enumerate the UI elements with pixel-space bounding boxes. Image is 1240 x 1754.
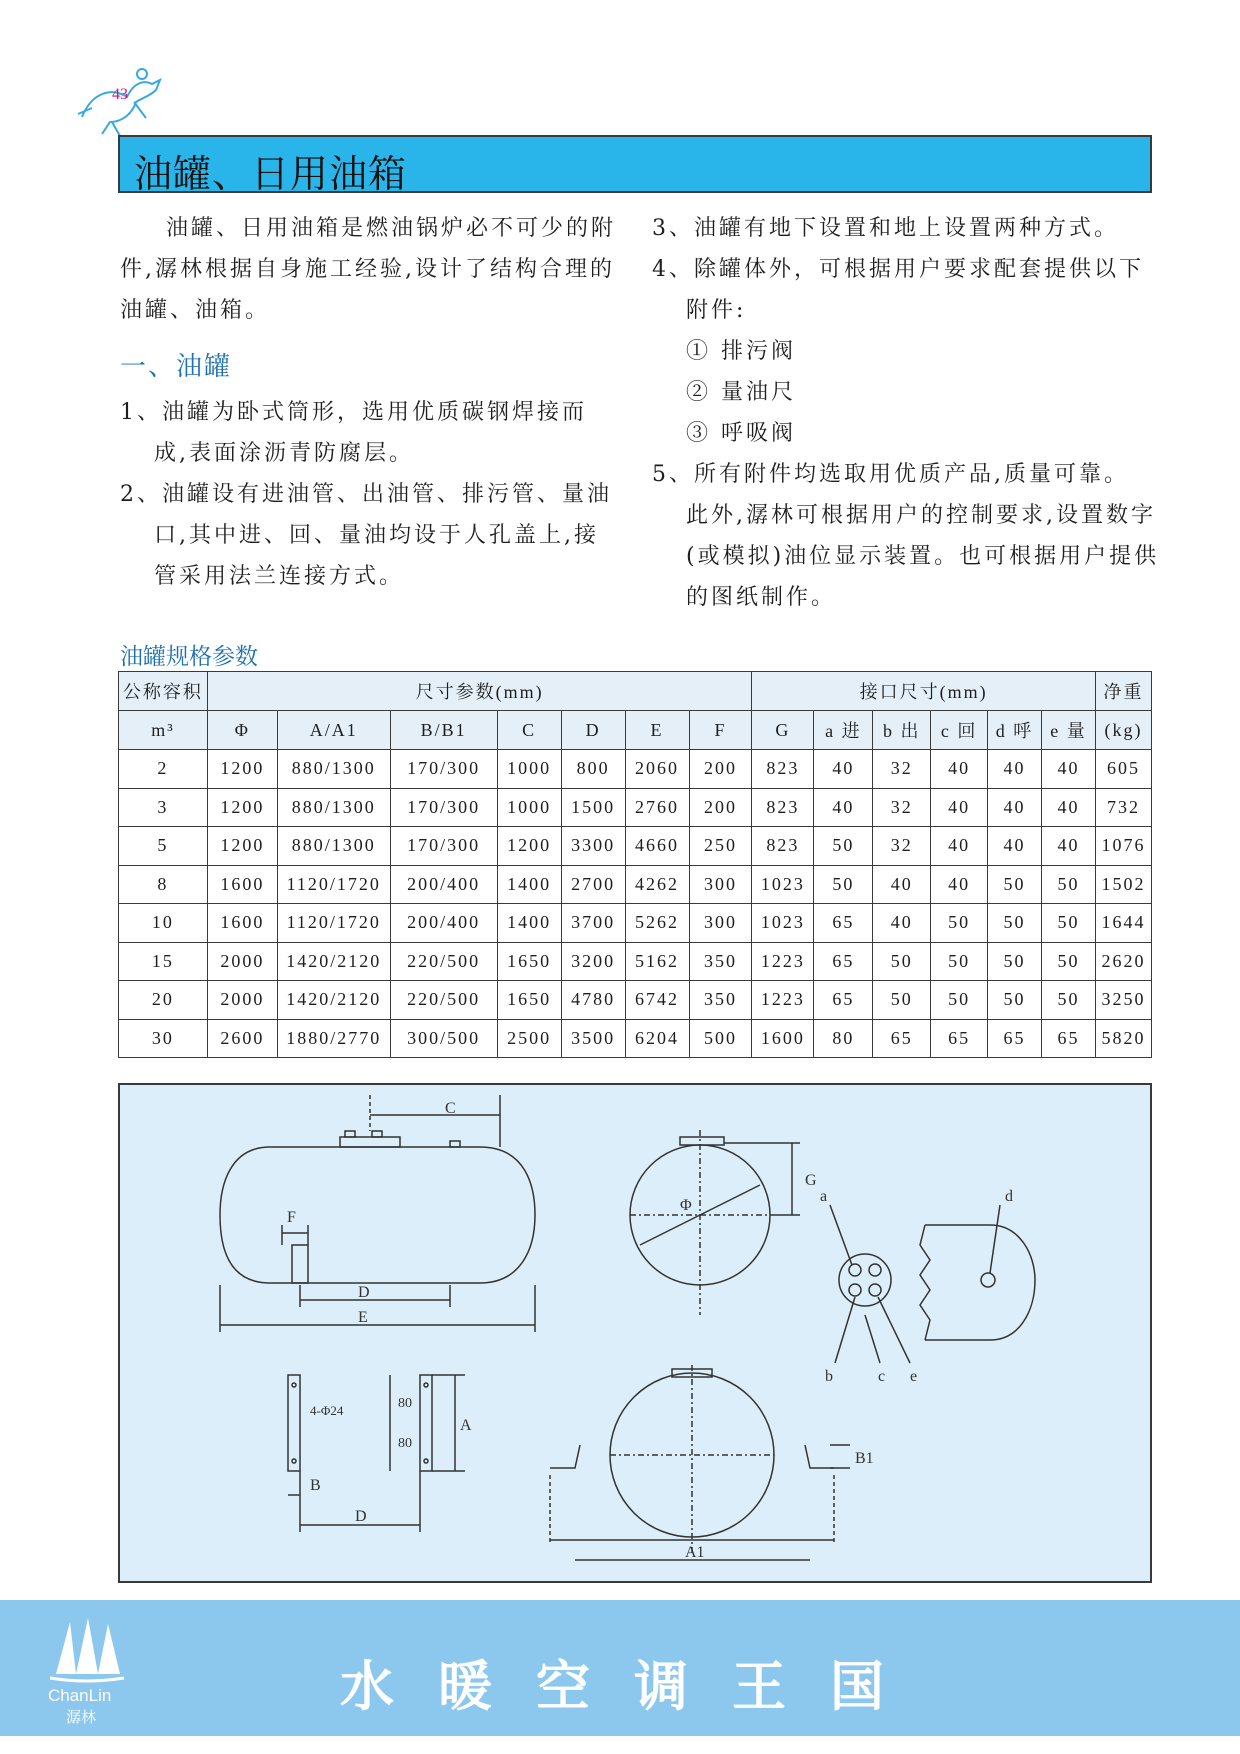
port-label: c <box>878 1368 886 1385</box>
dim-label: B1 <box>855 1450 874 1467</box>
table-cell: 40 <box>1042 750 1096 789</box>
manhole-detail <box>830 1205 1035 1363</box>
table-cell: 6742 <box>625 981 689 1020</box>
table-cell: 40 <box>988 750 1042 789</box>
table-cell: 880/1300 <box>277 827 390 866</box>
table-cell: 605 <box>1095 750 1151 789</box>
table-cell: 1644 <box>1095 904 1151 943</box>
closing-paragraph: 此外,潺林可根据用户的控制要求,设置数字(或模拟)油位显示装置。也可根据用户提供的图纸制作。 <box>686 503 1160 610</box>
table-cell: 1200 <box>207 827 277 866</box>
dim-label: D <box>355 1508 367 1525</box>
table-row <box>119 750 1152 789</box>
list-item: 2、油罐设有进油管、出油管、排污管、量油口,其中进、回、量油均设于人孔盖上,接管采用法兰连接方式。 <box>120 482 612 589</box>
saddle-front-view <box>550 1365 850 1560</box>
table-cell: 2700 <box>561 865 625 904</box>
header-port: e 量 <box>1042 711 1096 750</box>
header-port-group: 接口尺寸(mm) <box>752 672 1096 711</box>
table-cell: 1400 <box>497 904 561 943</box>
port-label: a <box>820 1188 828 1205</box>
table-cell: 880/1300 <box>277 788 390 827</box>
table-cell: 40 <box>873 865 931 904</box>
tank-side-view <box>220 1095 535 1332</box>
table-cell: 5162 <box>625 942 689 981</box>
table-cell: 2500 <box>497 1019 561 1058</box>
header-dim: C <box>497 711 561 750</box>
table-row <box>119 1019 1152 1058</box>
table-cell: 2 <box>119 750 208 789</box>
header-dim: B/B1 <box>390 711 497 750</box>
table-cell: 65 <box>814 981 873 1020</box>
table-cell: 50 <box>931 904 988 943</box>
table-row <box>119 981 1152 1020</box>
table-cell: 32 <box>873 827 931 866</box>
table-cell: 1200 <box>207 788 277 827</box>
dim-label: F <box>287 1209 296 1226</box>
table-cell: 65 <box>931 1019 988 1058</box>
page-number: 43 <box>112 86 128 103</box>
dim-label: D <box>358 1284 370 1301</box>
table-cell: 732 <box>1095 788 1151 827</box>
table-cell: 1223 <box>752 981 814 1020</box>
table-cell: 65 <box>814 904 873 943</box>
table-cell: 50 <box>814 827 873 866</box>
header-dim: Φ <box>207 711 277 750</box>
saddle-plan-view <box>288 1375 465 1532</box>
header-dim: A/A1 <box>277 711 390 750</box>
table-cell: 32 <box>873 750 931 789</box>
table-cell: 170/300 <box>390 827 497 866</box>
dim-label: G <box>805 1172 817 1189</box>
table-caption: 油罐规格参数 <box>120 644 258 670</box>
dim-label: 80 <box>398 1396 412 1411</box>
table-row <box>119 788 1152 827</box>
table-cell: 1400 <box>497 865 561 904</box>
table-cell: 200/400 <box>390 904 497 943</box>
dim-label: E <box>358 1309 368 1326</box>
table-cell: 3500 <box>561 1019 625 1058</box>
table-row <box>119 942 1152 981</box>
table-cell: 200 <box>689 750 752 789</box>
table-cell: 6204 <box>625 1019 689 1058</box>
table-cell: 823 <box>752 750 814 789</box>
header-dim-group: 尺寸参数(mm) <box>207 672 752 711</box>
table-cell: 50 <box>1042 904 1096 943</box>
list-item: 5、所有附件均选取用优质产品,质量可靠。 <box>652 462 1129 487</box>
table-cell: 2000 <box>207 981 277 1020</box>
table-cell: 1502 <box>1095 865 1151 904</box>
table-cell: 8 <box>119 865 208 904</box>
table-cell: 50 <box>931 942 988 981</box>
table-cell: 2600 <box>207 1019 277 1058</box>
header-dim: E <box>625 711 689 750</box>
footer-slogan: 水暖空调王国 <box>340 1655 928 1718</box>
table-cell: 200 <box>689 788 752 827</box>
table-row <box>119 827 1152 866</box>
dim-label: A <box>460 1417 472 1434</box>
table-cell: 4780 <box>561 981 625 1020</box>
table-cell: 1600 <box>207 904 277 943</box>
table-cell: 1200 <box>207 750 277 789</box>
header-dim: F <box>689 711 752 750</box>
table-cell: 65 <box>1042 1019 1096 1058</box>
table-cell: 2000 <box>207 942 277 981</box>
table-cell: 200/400 <box>390 865 497 904</box>
table-cell: 1076 <box>1095 827 1151 866</box>
table-cell: 300 <box>689 904 752 943</box>
table-cell: 40 <box>931 827 988 866</box>
table-cell: 3300 <box>561 827 625 866</box>
table-cell: 40 <box>1042 788 1096 827</box>
table-cell: 80 <box>814 1019 873 1058</box>
table-cell: 1420/2120 <box>277 942 390 981</box>
table-cell: 40 <box>988 788 1042 827</box>
table-cell: 3700 <box>561 904 625 943</box>
list-item: 3、油罐有地下设置和地上设置两种方式。 <box>652 216 1119 241</box>
table-cell: 32 <box>873 788 931 827</box>
table-cell: 50 <box>1042 981 1096 1020</box>
logo-text-cn: 潺林 <box>66 1708 97 1726</box>
table-cell: 40 <box>988 827 1042 866</box>
port-label: b <box>825 1368 833 1385</box>
table-row <box>119 904 1152 943</box>
header-port: G <box>752 711 814 750</box>
table-cell: 1420/2120 <box>277 981 390 1020</box>
table-cell: 40 <box>873 904 931 943</box>
table-cell: 40 <box>814 788 873 827</box>
table-cell: 1120/1720 <box>277 904 390 943</box>
table-cell: 40 <box>931 788 988 827</box>
table-cell: 3200 <box>561 942 625 981</box>
dim-label: B <box>310 1477 321 1494</box>
table-cell: 2060 <box>625 750 689 789</box>
table-cell: 1600 <box>207 865 277 904</box>
table-cell: 1500 <box>561 788 625 827</box>
dim-label: Φ <box>680 1197 692 1214</box>
table-cell: 3250 <box>1095 981 1151 1020</box>
table-cell: 65 <box>814 942 873 981</box>
dim-label: C <box>445 1100 456 1117</box>
spec-table <box>118 671 1152 1058</box>
table-cell: 30 <box>119 1019 208 1058</box>
tank-end-view <box>630 1130 800 1315</box>
table-cell: 10 <box>119 904 208 943</box>
header-dim: D <box>561 711 625 750</box>
dim-label: 4-Φ24 <box>310 1403 344 1418</box>
list-item: 1、油罐为卧式筒形，选用优质碳钢焊接而成,表面涂沥青防腐层。 <box>120 400 587 466</box>
table-cell: 1600 <box>752 1019 814 1058</box>
table-cell: 3 <box>119 788 208 827</box>
table-cell: 50 <box>814 865 873 904</box>
header-volume: 公称容积 <box>119 672 208 711</box>
table-cell: 350 <box>689 981 752 1020</box>
table-cell: 40 <box>1042 827 1096 866</box>
table-cell: 300 <box>689 865 752 904</box>
table-cell: 50 <box>988 904 1042 943</box>
table-cell: 40 <box>931 750 988 789</box>
table-cell: 50 <box>873 942 931 981</box>
table-cell: 350 <box>689 942 752 981</box>
list-item: 4、除罐体外，可根据用户要求配套提供以下附件: <box>652 257 1144 323</box>
dim-label: A1 <box>685 1544 705 1561</box>
table-cell: 2760 <box>625 788 689 827</box>
accessory-item: ② 量油尺 <box>686 380 796 405</box>
page-title: 油罐、日用油箱 <box>134 152 408 196</box>
table-cell: 1650 <box>497 981 561 1020</box>
table-cell: 1880/2770 <box>277 1019 390 1058</box>
accessory-item: ① 排污阀 <box>686 339 796 364</box>
table-cell: 220/500 <box>390 981 497 1020</box>
intro-paragraph: 油罐、日用油箱是燃油锅炉必不可少的附件,潺林根据自身施工经验,设计了结构合理的油罐、油箱。 <box>120 216 617 323</box>
table-cell: 50 <box>988 942 1042 981</box>
sail-logo-icon <box>46 1614 128 1686</box>
table-cell: 1000 <box>497 750 561 789</box>
table-cell: 220/500 <box>390 942 497 981</box>
page-title-bar <box>118 135 1152 196</box>
table-cell: 50 <box>873 981 931 1020</box>
table-cell: 4262 <box>625 865 689 904</box>
table-cell: 4660 <box>625 827 689 866</box>
header-weight-unit: (kg) <box>1095 711 1151 750</box>
header-volume-unit: m³ <box>119 711 208 750</box>
table-cell: 40 <box>931 865 988 904</box>
table-cell: 15 <box>119 942 208 981</box>
table-row <box>119 865 1152 904</box>
table-cell: 500 <box>689 1019 752 1058</box>
right-column <box>652 208 1162 618</box>
table-cell: 880/1300 <box>277 750 390 789</box>
table-cell: 5820 <box>1095 1019 1151 1058</box>
table-cell: 1223 <box>752 942 814 981</box>
table-cell: 20 <box>119 981 208 1020</box>
table-cell: 50 <box>988 981 1042 1020</box>
header-port: c 回 <box>931 711 988 750</box>
table-cell: 50 <box>1042 942 1096 981</box>
table-cell: 50 <box>931 981 988 1020</box>
table-cell: 1200 <box>497 827 561 866</box>
header-port: b 出 <box>873 711 931 750</box>
table-cell: 1120/1720 <box>277 865 390 904</box>
table-cell: 50 <box>1042 865 1096 904</box>
table-cell: 65 <box>873 1019 931 1058</box>
table-cell: 1650 <box>497 942 561 981</box>
table-cell: 50 <box>988 865 1042 904</box>
port-label: e <box>910 1368 918 1385</box>
header-weight: 净重 <box>1095 672 1151 711</box>
accessory-item: ③ 呼吸阀 <box>686 421 796 446</box>
header-port: a 进 <box>814 711 873 750</box>
logo-text-en: ChanLin <box>48 1686 112 1705</box>
table-cell: 40 <box>814 750 873 789</box>
section-heading: 一、油罐 <box>120 352 233 382</box>
table-cell: 823 <box>752 827 814 866</box>
technical-drawing-panel <box>118 1083 1152 1583</box>
table-cell: 5 <box>119 827 208 866</box>
table-cell: 800 <box>561 750 625 789</box>
table-cell: 1023 <box>752 865 814 904</box>
footer-band <box>0 1600 1240 1736</box>
header-port: d 呼 <box>988 711 1042 750</box>
table-cell: 65 <box>988 1019 1042 1058</box>
table-cell: 170/300 <box>390 750 497 789</box>
port-label: d <box>1005 1188 1013 1205</box>
table-cell: 5262 <box>625 904 689 943</box>
table-cell: 1000 <box>497 788 561 827</box>
table-cell: 823 <box>752 788 814 827</box>
table-cell: 300/500 <box>390 1019 497 1058</box>
left-column <box>120 208 620 597</box>
dim-label: 80 <box>398 1436 412 1451</box>
table-cell: 1023 <box>752 904 814 943</box>
table-cell: 250 <box>689 827 752 866</box>
table-cell: 2620 <box>1095 942 1151 981</box>
spec-table-body <box>119 750 1152 1058</box>
table-cell: 170/300 <box>390 788 497 827</box>
